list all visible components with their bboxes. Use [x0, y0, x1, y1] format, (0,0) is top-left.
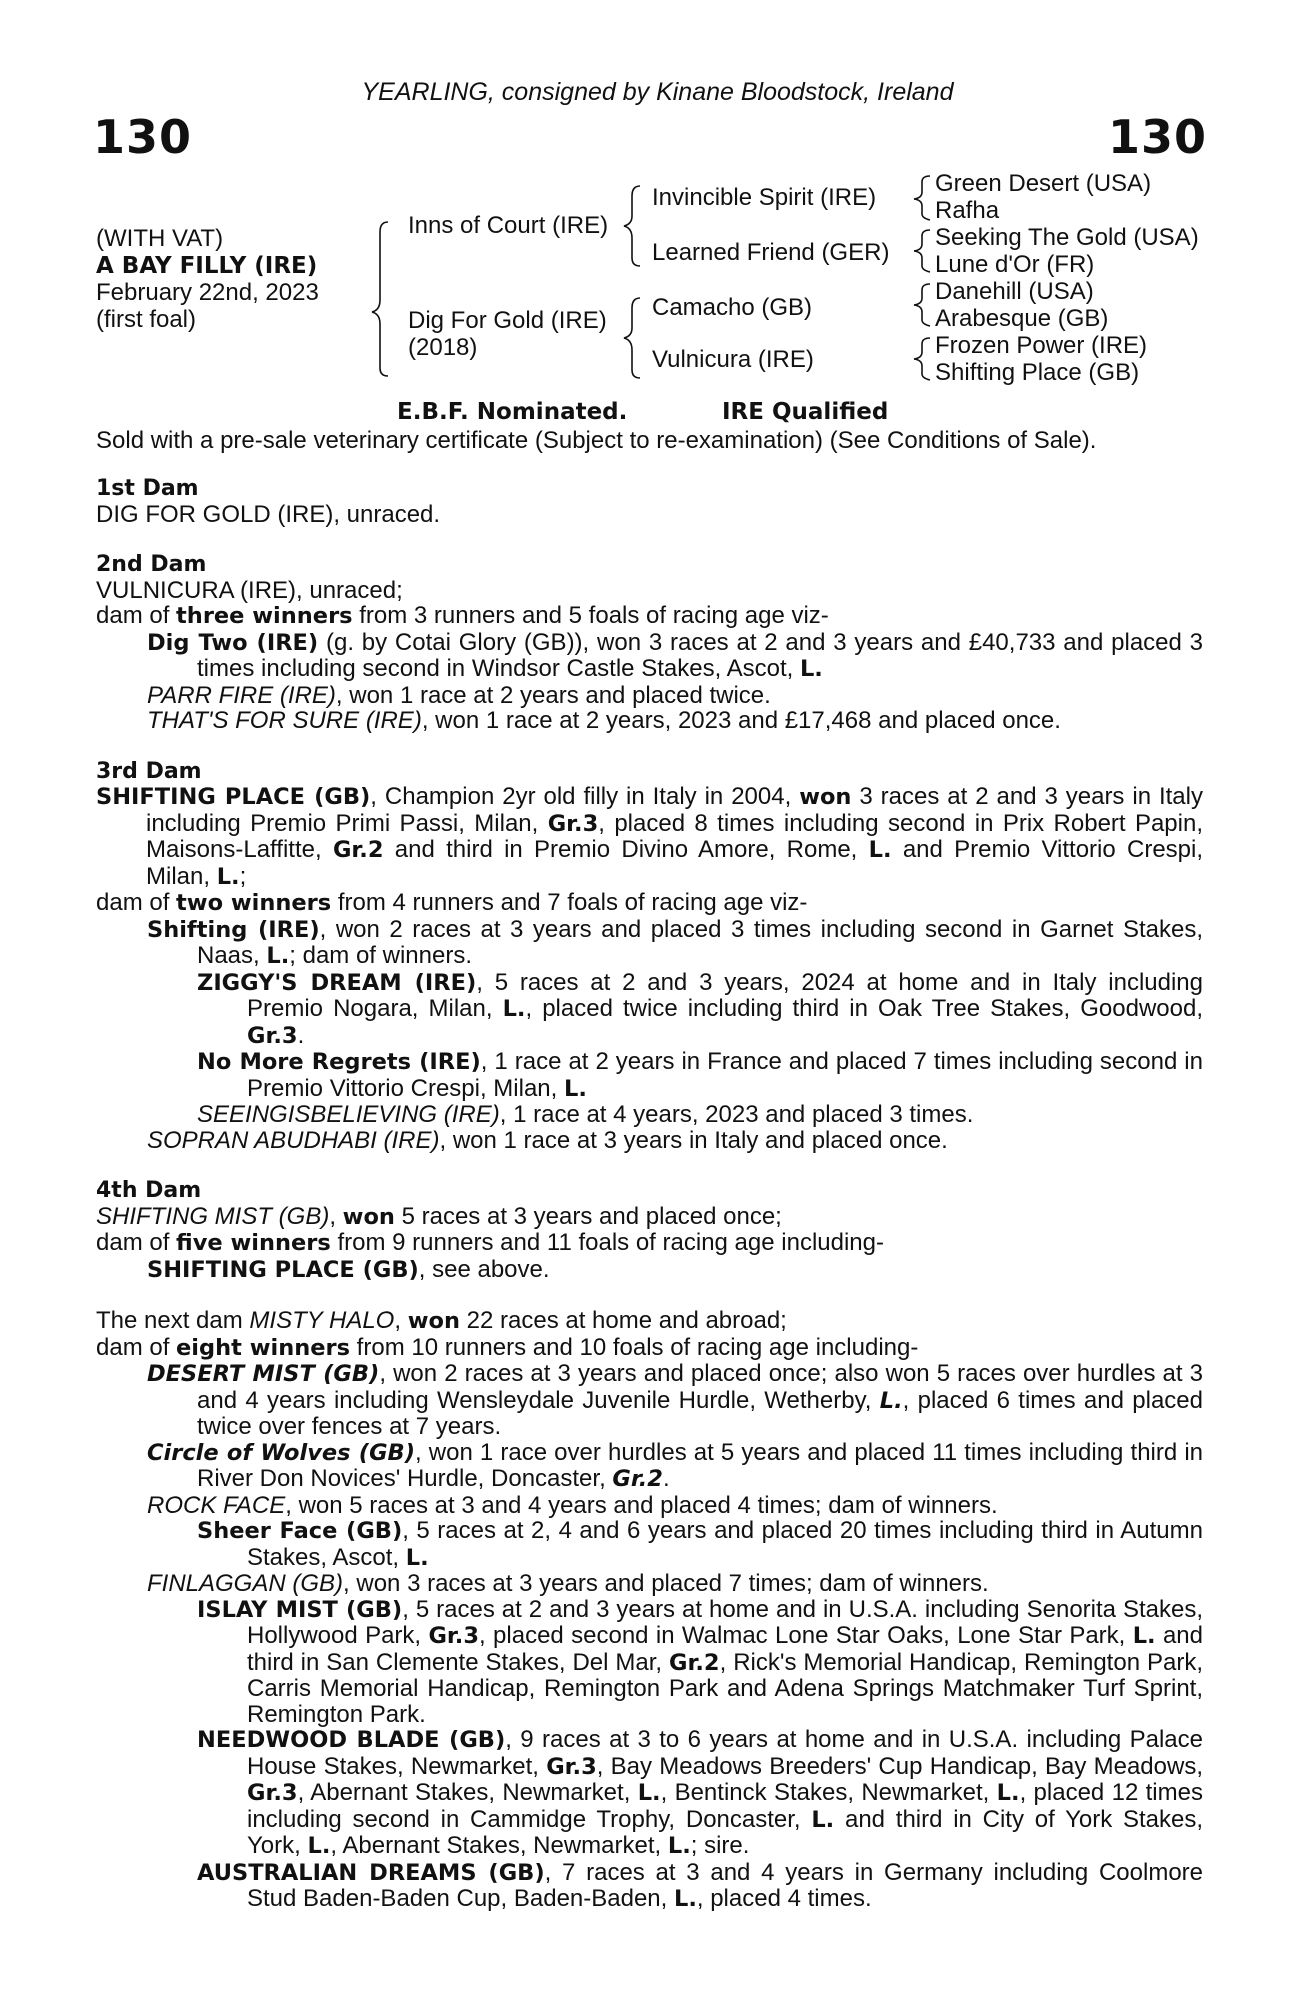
produce-summary: dam of three winners from 3 runners and 5 foals of racing age viz- — [96, 602, 829, 629]
produce-entry: ROCK FACE, won 5 races at 3 and 4 years and placed 4 times; dam of winners. — [147, 1491, 998, 1519]
grand-produce-entry: No More Regrets (IRE), 1 race at 2 years in France and placed 7 times including second in Premio Vittorio Crespi, Milan, L. — [197, 1048, 1203, 1102]
grand-produce-entry: ISLAY MIST (GB), 5 races at 2 and 3 years at home and in U.S.A. including Senorita Stakes, Hollywood Park, Gr.3, placed second in Walmac Lone Star Oaks, Lone Star Park, L. and third in San Clemente Stakes, Del Mar, Gr.2, Rick's Memorial Handicap, Remington Park, Carris Memorial Handicap, Remington Park and Adena Springs Matchmaker Turf Sprint, Remington Park. — [197, 1595, 1204, 1728]
dam-line: SHIFTING MIST (GB), won 5 races at 3 years and placed once; — [96, 1202, 782, 1230]
gg-ddd: Shifting Place (GB) — [935, 359, 1140, 386]
gg-dsd: Arabesque (GB) — [935, 305, 1109, 332]
dam-line: SHIFTING PLACE (GB), Champion 2yr old filly in Italy in 2004, won 3 races at 2 and 3 years in Italy including Premio Primi Passi, Milan, Gr.3, placed 8 times including second in Prix Robert Papin, Maisons-Laffitte, Gr.2 and third in Premio Divino Amore, Rome, L. and Premio Vittorio Crespi, Milan, L.; — [96, 783, 1204, 890]
catalogue-body — [96, 476, 1203, 1913]
grand-produce-entry: ZIGGY'S DREAM (IRE), 5 races at 2 and 3 years, 2024 at home and in Italy including Premio Nogara, Milan, L., placed twice including third in Oak Tree Stakes, Goodwood, Gr.3. — [197, 968, 1203, 1049]
gg-sds: Seeking The Gold (USA) — [935, 224, 1199, 251]
second-dam-section — [96, 552, 1203, 734]
gg-dds: Frozen Power (IRE) — [935, 332, 1148, 359]
foaling-date: February 22nd, 2023 — [96, 279, 319, 306]
ebf-nominated: E.B.F. Nominated. — [397, 399, 628, 425]
dam-line: VULNICURA (IRE), unraced; — [96, 576, 403, 604]
next-dam-section — [96, 1308, 1203, 1913]
gg-sdd: Lune d'Or (FR) — [935, 251, 1095, 278]
dam: Dig For Gold (IRE) — [408, 307, 607, 334]
gg-dss: Danehill (USA) — [935, 278, 1094, 305]
produce-entry: Shifting (IRE), won 2 races at 3 years and placed 3 times including second in Garnet Stakes, Naas, L.; dam of winners. — [147, 915, 1204, 969]
produce-entry: Circle of Wolves (GB), won 1 race over hurdles at 5 years and placed 11 times including third in River Don Novices' Hurdle, Doncaster, Gr.2. — [147, 1438, 1204, 1492]
ire-qualified: IRE Qualified — [722, 399, 889, 425]
dam-line: The next dam MISTY HALO, won 22 races at home and abroad; — [96, 1307, 787, 1334]
first-dam-section — [96, 476, 1203, 527]
first-foal-note: (first foal) — [96, 306, 197, 333]
first-dam-text: DIG FOR GOLD (IRE), unraced. — [96, 500, 441, 528]
section-heading: 4th Dam — [96, 1178, 202, 1203]
section-heading: 3rd Dam — [96, 758, 202, 784]
produce-entry: SOPRAN ABUDHABI (IRE), won 1 race at 3 years in Italy and placed once. — [147, 1126, 948, 1154]
vet-certificate-note: Sold with a pre-sale veterinary certificate (Subject to re-examination) (See Conditions of Sale). — [96, 427, 1097, 454]
produce-summary: dam of two winners from 4 runners and 7 foals of racing age viz- — [96, 889, 808, 916]
produce-summary: dam of eight winners from 10 runners and 10 foals of racing age including- — [96, 1333, 919, 1361]
lot-number-left: 130 — [93, 110, 193, 164]
sire-sire: Invincible Spirit (IRE) — [652, 184, 877, 211]
produce-entry: FINLAGGAN (GB), won 3 races at 3 years and placed 7 times; dam of winners. — [147, 1570, 989, 1597]
produce-entry: DESERT MIST (GB), won 2 races at 3 years and placed once; also won 5 races over hurdles at 3 and 4 years including Wensleydale Juvenile Hurdle, Wetherby, L., placed 6 times and placed twice over fences at 7 years. — [147, 1360, 1204, 1440]
grand-produce-entry: Sheer Face (GB), 5 races at 2, 4 and 6 years and placed 20 times including third in Autumn Stakes, Ascot, L. — [197, 1517, 1203, 1571]
sire-dam: Learned Friend (GER) — [652, 239, 890, 266]
fourth-dam-section — [96, 1178, 1203, 1283]
grand-produce-entry: NEEDWOOD BLADE (GB), 9 races at 3 to 6 years at home and in U.S.A. including Palace House Stakes, Newmarket, Gr.3, Bay Meadows Breeders' Cup Handicap, Bay Meadows, Gr.3, Abernant Stakes, Newmarket, L., Bentinck Stakes, Newmarket, L., placed 12 times including second in Cammidge Trophy, Doncaster, L. and third in City of York Stakes, York, L., Abernant Stakes, Newmarket, L.; sire. — [197, 1726, 1204, 1859]
gg-ssd: Rafha — [935, 197, 1000, 224]
section-heading: 1st Dam — [96, 476, 199, 501]
consignment-header: YEARLING, consigned by Kinane Bloodstock, Ireland — [361, 78, 954, 106]
lot-number-right: 130 — [1107, 110, 1207, 164]
grand-produce-entry: AUSTRALIAN DREAMS (GB), 7 races at 3 and 4 years in Germany including Coolmore Stud Baden-Baden Cup, Baden-Baden, L., placed 4 times. — [197, 1858, 1204, 1912]
section-heading: 2nd Dam — [96, 552, 207, 577]
dam-sire: Camacho (GB) — [652, 294, 813, 321]
vat-note: (WITH VAT) — [96, 225, 224, 252]
dam-year: (2018) — [408, 334, 478, 361]
produce-summary: dam of five winners from 9 runners and 11 foals of racing age including- — [96, 1229, 884, 1256]
produce-entry: Dig Two (IRE) (g. by Cotai Glory (GB)), won 3 races at 2 and 3 years and £40,733 and placed 3 times including second in Windsor Castle Stakes, Ascot, L. — [147, 628, 1204, 682]
produce-entry: PARR FIRE (IRE), won 1 race at 2 years and placed twice. — [147, 681, 771, 709]
third-dam-section — [96, 759, 1203, 1154]
grand-produce-entry: SEEINGISBELIEVING (IRE), 1 race at 4 years, 2023 and placed 3 times. — [197, 1101, 974, 1128]
sire: Inns of Court (IRE) — [408, 212, 609, 239]
horse-name: A BAY FILLY (IRE) — [96, 253, 318, 279]
dam-dam: Vulnicura (IRE) — [652, 346, 814, 373]
pedigree-table — [0, 0, 1315, 400]
produce-entry: SHIFTING PLACE (GB), see above. — [147, 1255, 550, 1283]
gg-sss: Green Desert (USA) — [935, 170, 1152, 197]
produce-entry: THAT'S FOR SURE (IRE), won 1 race at 2 years, 2023 and £17,468 and placed once. — [147, 707, 1061, 734]
